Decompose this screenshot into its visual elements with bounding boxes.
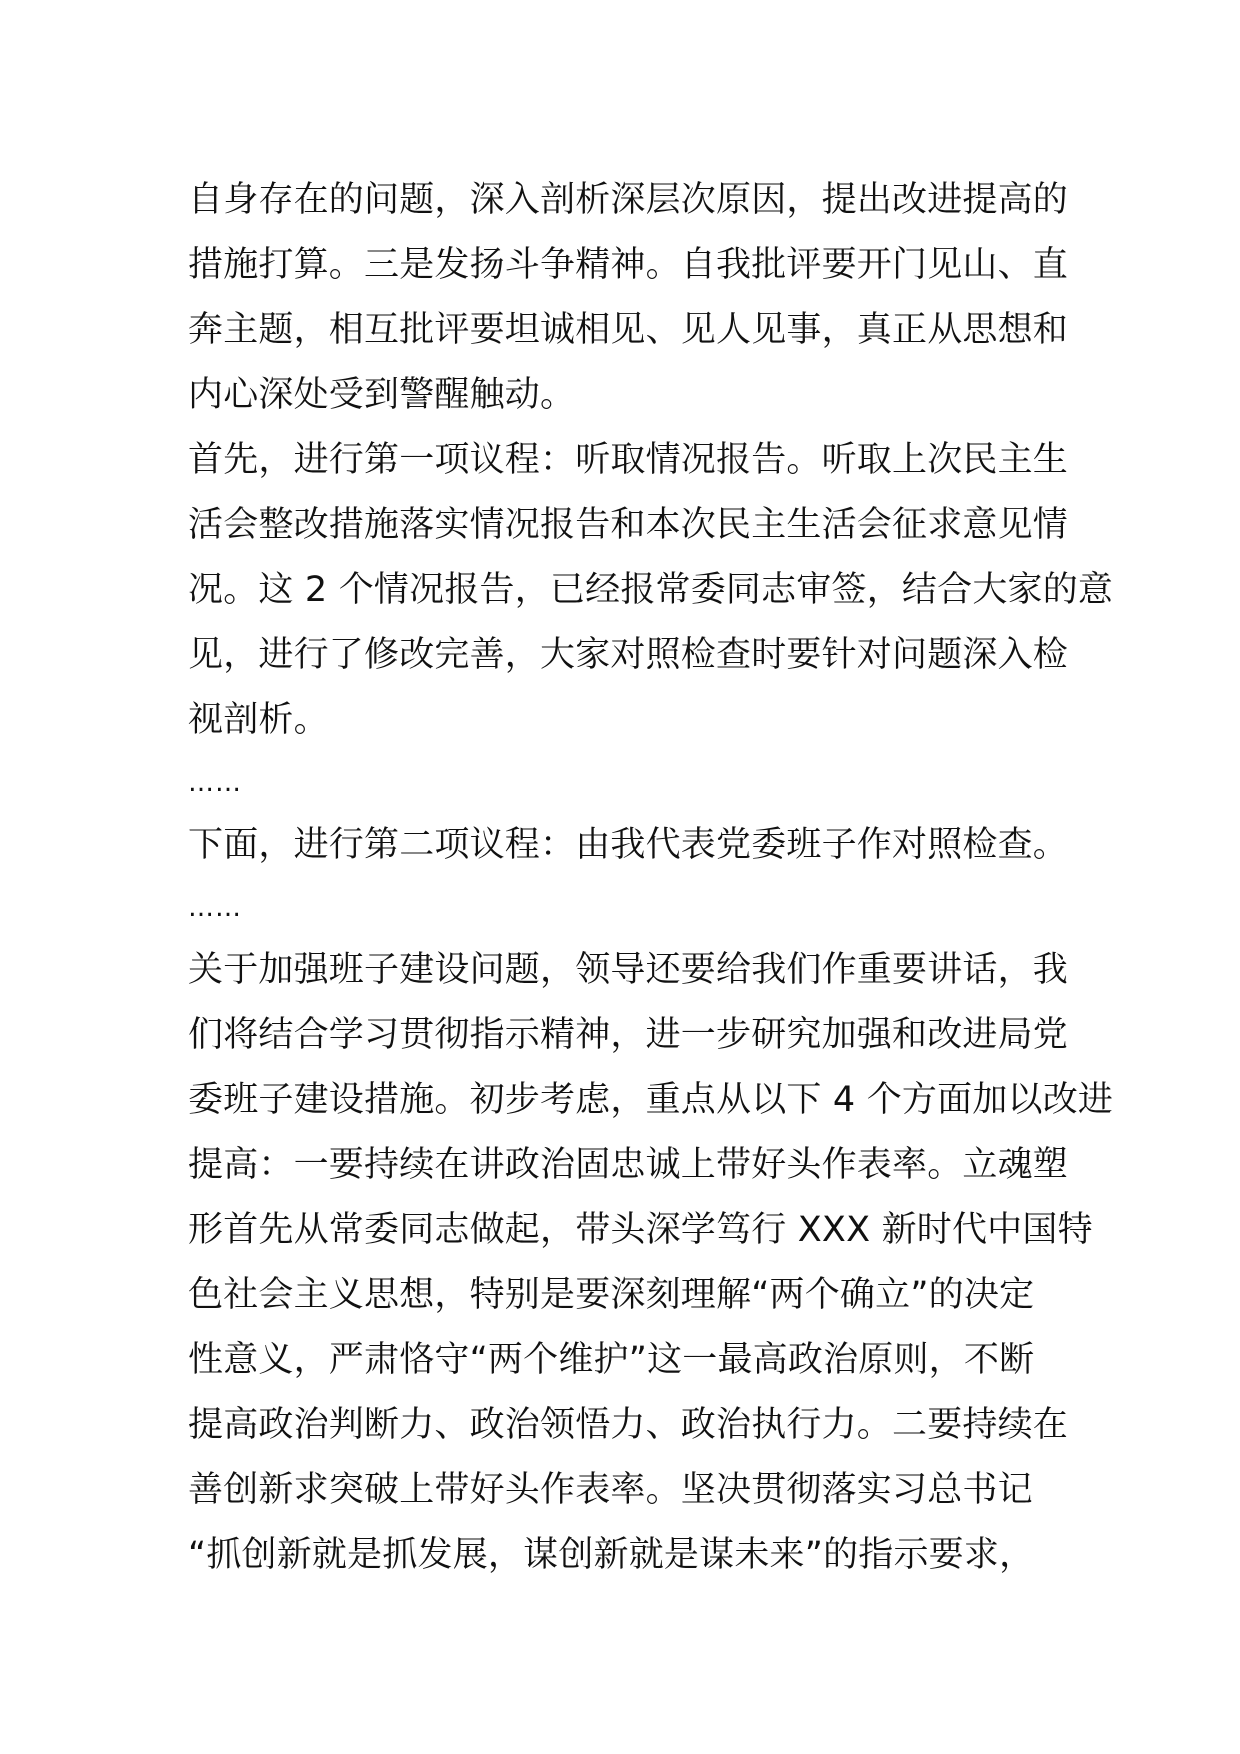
text-line: 自身存在的问题，深入剖析深层次原因，提出改进提高的 <box>188 180 1069 220</box>
text-line: 关于加强班子建设问题，领导还要给我们作重要讲话，我 <box>188 950 1069 990</box>
text-line: “抓创新就是抓发展，谋创新就是谋未来”的指示要求， <box>188 1535 1035 1575</box>
text-line: 见，进行了修改完善，大家对照检查时要针对问题深入检 <box>188 635 1069 675</box>
text-line: 下面，进行第二项议程：由我代表党委班子作对照检查。 <box>188 825 1069 865</box>
paragraph-agenda-item-two <box>188 813 1069 878</box>
paragraph-criticism-principles <box>188 168 1069 428</box>
document-body <box>188 168 1114 1588</box>
text-line: 提高：一要持续在讲政治固忠诚上带好头作表率。立魂塑 <box>188 1145 1069 1185</box>
text-line: 性意义，严肃恪守“两个维护”这一最高政治原则，不断 <box>188 1340 1035 1380</box>
text-line: 奔主题，相互批评要坦诚相见、见人见事，真正从思想和 <box>188 310 1069 350</box>
ellipsis-line: …… <box>188 768 242 798</box>
text-line: 色社会主义思想，特别是要深刻理解“两个确立”的决定 <box>188 1275 1035 1315</box>
ellipsis-line: …… <box>188 893 242 923</box>
paragraph-agenda-item-one <box>188 428 1114 753</box>
text-line: 内心深处受到警醒触动。 <box>188 375 576 415</box>
text-line: 善创新求突破上带好头作表率。坚决贯彻落实习总书记 <box>188 1470 1033 1510</box>
paragraph-ellipsis-2 <box>188 878 1056 938</box>
paragraph-team-building <box>188 938 1114 1588</box>
text-line: 形首先从常委同志做起，带头深学笃行 XXX 新时代中国特 <box>188 1210 1093 1250</box>
text-line: 活会整改措施落实情况报告和本次民主生活会征求意见情 <box>188 505 1069 545</box>
text-line: 们将结合学习贯彻指示精神，进一步研究加强和改进局党 <box>188 1015 1069 1055</box>
paragraph-ellipsis-1 <box>188 753 1056 813</box>
text-line: 首先，进行第一项议程：听取情况报告。听取上次民主生 <box>188 440 1069 480</box>
text-line: 委班子建设措施。初步考虑，重点从以下 4 个方面加以改进 <box>188 1080 1114 1120</box>
text-line: 措施打算。三是发扬斗争精神。自我批评要开门见山、直 <box>188 245 1069 285</box>
text-line: 提高政治判断力、政治领悟力、政治执行力。二要持续在 <box>188 1405 1069 1445</box>
text-line: 况。这 2 个情况报告，已经报常委同志审签，结合大家的意 <box>188 570 1114 610</box>
text-line: 视剖析。 <box>188 700 329 740</box>
